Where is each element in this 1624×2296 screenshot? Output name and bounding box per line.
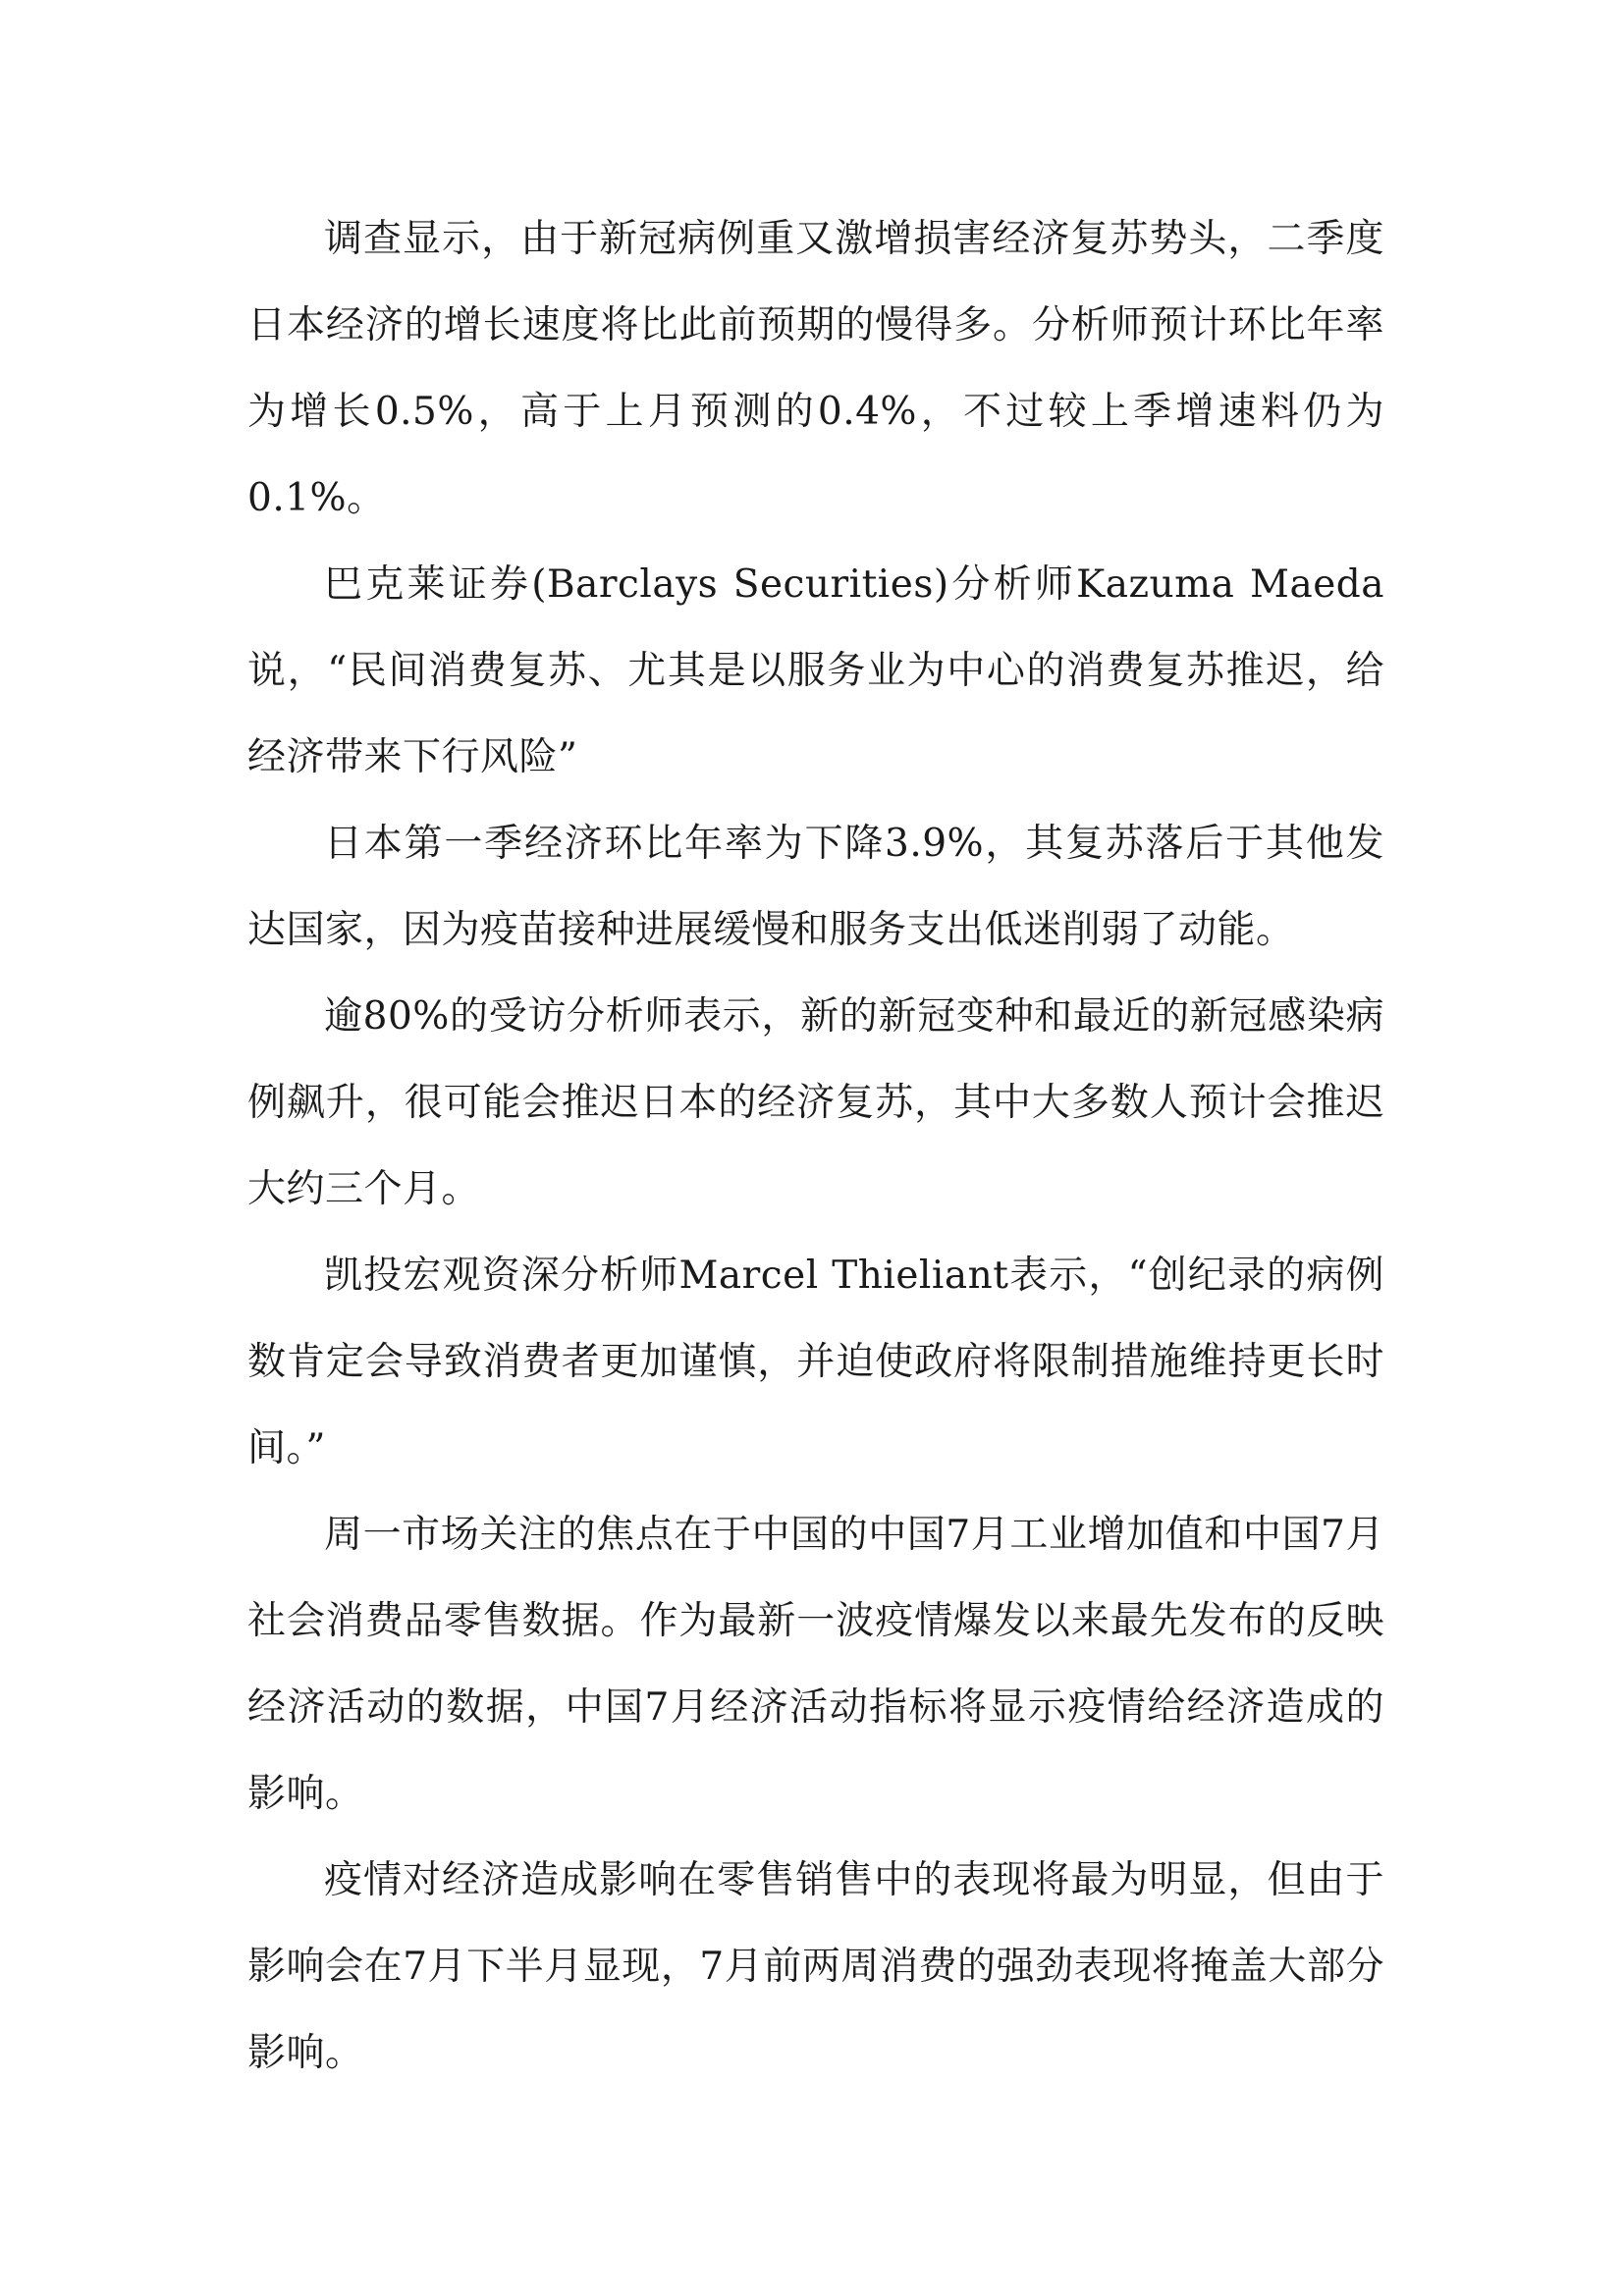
paragraph-7: 疫情对经济造成影响在零售销售中的表现将最为明显，但由于影响会在7月下半月显现，7月前两周消费的强劲表现将掩盖大部分影响。 <box>247 1858 1384 2075</box>
paragraph-6: 周一市场关注的焦点在于中国的中国7月工业增加值和中国7月社会消费品零售数据。作为最新一波疫情爆发以来最先发布的反映经济活动的数据，中国7月经济活动指标将显示疫情给经济造成的影响。 <box>247 1513 1384 1816</box>
paragraph-2: 巴克莱证券(Barclays Securities)分析师Kazuma Maeda说，“民间消费复苏、尤其是以服务业为中心的消费复苏推迟，给经济带来下行风险” <box>247 562 1384 779</box>
paragraph-3: 日本第一季经济环比年率为下降3.9%，其复苏落后于其他发达国家，因为疫苗接种进展缓慢和服务支出低迷削弱了动能。 <box>247 822 1384 952</box>
document-body <box>247 196 1384 2097</box>
paragraph-1: 调查显示，由于新冠病例重又激增损害经济复苏势头，二季度日本经济的增长速度将比此前预期的慢得多。分析师预计环比年率为增长0.5%，高于上月预测的0.4%，不过较上季增速料仍为0.1%。 <box>247 217 1384 520</box>
paragraph-4: 逾80%的受访分析师表示，新的新冠变种和最近的新冠感染病例飙升，很可能会推迟日本的经济复苏，其中大多数人预计会推迟大约三个月。 <box>247 994 1384 1211</box>
paragraph-5: 凯投宏观资深分析师Marcel Thieliant表示，“创纪录的病例数肯定会导致消费者更加谨慎，并迫使政府将限制措施维持更长时间。” <box>247 1254 1384 1470</box>
